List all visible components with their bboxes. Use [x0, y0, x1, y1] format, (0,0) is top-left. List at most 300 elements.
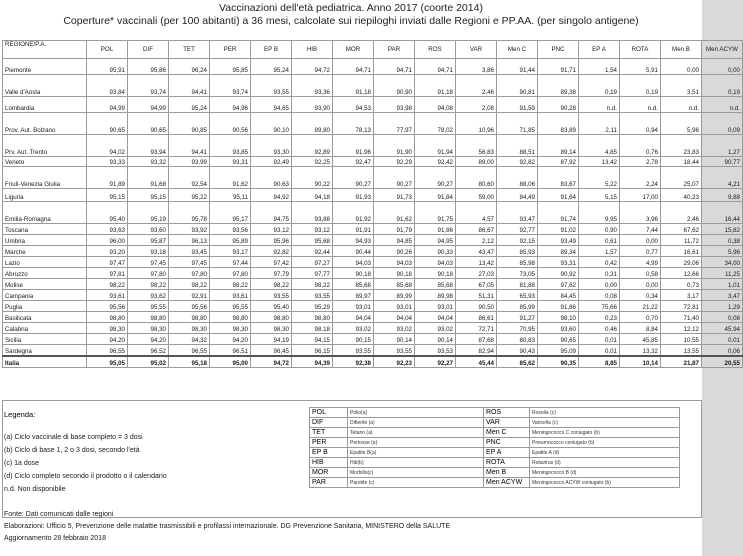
table-row: [3, 235, 743, 246]
coverage-value: 93,55: [333, 345, 374, 356]
coverage-value: 10,96: [456, 113, 497, 135]
coverage-value: 94,71: [374, 59, 415, 75]
coverage-value: 90,22: [292, 167, 333, 189]
coverage-value: 78,13: [333, 113, 374, 135]
coverage-value: 97,77: [292, 268, 333, 279]
abbreviation-row: [310, 478, 680, 488]
coverage-value: 98,22: [251, 279, 292, 290]
coverage-value: 95,15: [128, 189, 169, 202]
coverage-value: 3,17: [661, 290, 702, 301]
abbreviation-description: Pneumococco coniugato (b): [530, 438, 680, 448]
coverage-value: 97,47: [87, 257, 128, 268]
coverage-value: 77,97: [374, 113, 415, 135]
abbreviation-row: [310, 438, 680, 448]
coverage-value: 94,41: [169, 75, 210, 97]
coverage-value: 8,84: [620, 323, 661, 334]
abbreviation-description: Morbillo(c): [348, 468, 484, 478]
coverage-value: 25,07: [661, 167, 702, 189]
coverage-value: 97,27: [292, 257, 333, 268]
coverage-value: 9,88: [702, 189, 743, 202]
coverage-value: 84,45: [538, 290, 579, 301]
abbreviation-description: Epatite B(a): [348, 448, 484, 458]
column-header: DIF: [128, 41, 169, 59]
coverage-value: 73,05: [497, 268, 538, 279]
abbreviation-description: Rotavirus (d): [530, 458, 680, 468]
coverage-value: 34,00: [702, 257, 743, 268]
coverage-value: 91,44: [497, 59, 538, 75]
coverage-value: 98,30: [87, 323, 128, 334]
coverage-value: 45,44: [456, 356, 497, 368]
coverage-value: 0,00: [702, 59, 743, 75]
coverage-value: 89,99: [374, 290, 415, 301]
coverage-value: 98,22: [292, 279, 333, 290]
coverage-value: 23,83: [661, 135, 702, 157]
coverage-value: 95,85: [210, 59, 251, 75]
coverage-value: 92,91: [169, 290, 210, 301]
coverage-value: n.d.: [579, 97, 620, 113]
coverage-value: 95,00: [210, 356, 251, 368]
coverage-value: n.d.: [620, 97, 661, 113]
coverage-value: 91,96: [333, 135, 374, 157]
region-name: Sicilia: [3, 334, 87, 345]
update-note: Aggiornamento 28 febbraio 2018: [4, 535, 106, 542]
coverage-value: 91,68: [128, 167, 169, 189]
region-name: Abruzzo: [3, 268, 87, 279]
coverage-value: 98,80: [169, 312, 210, 323]
abbreviation-description: Parotite (c): [348, 478, 484, 488]
coverage-value: 13,55: [661, 345, 702, 356]
abbreviation-code: HIB: [310, 458, 348, 468]
coverage-value: 4,57: [456, 202, 497, 224]
coverage-value: 94,15: [292, 334, 333, 345]
coverage-value: 92,29: [374, 157, 415, 167]
coverage-value: 90,35: [538, 356, 579, 368]
abbreviation-row: [310, 448, 680, 458]
coverage-value: 93,49: [538, 235, 579, 246]
coverage-value: 93,55: [251, 290, 292, 301]
coverage-value: 91,86: [538, 301, 579, 312]
coverage-value: 0,06: [702, 345, 743, 356]
column-header: EP A: [579, 41, 620, 59]
coverage-value: 94,75: [251, 202, 292, 224]
coverage-value: 91,91: [333, 224, 374, 235]
region-name: Piemonte: [3, 59, 87, 75]
coverage-value: 13,42: [579, 157, 620, 167]
coverage-value: 94,72: [251, 356, 292, 368]
coverage-value: 43,47: [456, 246, 497, 257]
region-name: Basilicata: [3, 312, 87, 323]
coverage-value: 65,93: [497, 290, 538, 301]
abbreviation-code: MOR: [310, 468, 348, 478]
coverage-table: [2, 40, 743, 368]
abbreviation-description: Meningococco ACYW coniugato (b): [530, 478, 680, 488]
coverage-value: 3,86: [456, 59, 497, 75]
coverage-value: 0,08: [702, 312, 743, 323]
elaboration-note: Elaborazioni: Ufficio 5, Prevenzione delle malattie trasmissibili e profilassi internazionale. DG Prevenzione Sanitaria, MINISTERO della SALUTE: [4, 523, 451, 530]
coverage-value: 94,71: [333, 59, 374, 75]
coverage-value: 95,02: [128, 356, 169, 368]
table-row: [3, 334, 743, 345]
coverage-value: 0,70: [620, 312, 661, 323]
coverage-value: 10,55: [661, 334, 702, 345]
coverage-value: 94,20: [210, 334, 251, 345]
coverage-value: 0,01: [702, 334, 743, 345]
coverage-value: 67,62: [661, 224, 702, 235]
coverage-value: 21,22: [620, 301, 661, 312]
abbreviation-code: TET: [310, 428, 348, 438]
column-header: PNC: [538, 41, 579, 59]
coverage-value: 94,19: [251, 334, 292, 345]
coverage-value: 82,94: [456, 345, 497, 356]
coverage-value: 98,22: [169, 279, 210, 290]
coverage-value: 93,85: [210, 135, 251, 157]
coverage-value: 94,65: [251, 97, 292, 113]
column-header: Men ACYW: [702, 41, 743, 59]
region-name: Prv. Aut. Trento: [3, 135, 87, 157]
coverage-value: 92,44: [292, 246, 333, 257]
coverage-value: 90,92: [538, 268, 579, 279]
coverage-value: 91,90: [374, 135, 415, 157]
coverage-value: 75,66: [579, 301, 620, 312]
coverage-value: 2,08: [456, 97, 497, 113]
coverage-value: 94,53: [333, 97, 374, 113]
coverage-value: 90,14: [374, 334, 415, 345]
coverage-value: 96,13: [169, 235, 210, 246]
coverage-value: 90,14: [415, 334, 456, 345]
coverage-value: 91,18: [415, 75, 456, 97]
column-header: ROTA: [620, 41, 661, 59]
coverage-value: 27,03: [456, 268, 497, 279]
coverage-value: 20,55: [702, 356, 743, 368]
table-row: [3, 189, 743, 202]
coverage-value: 71,85: [497, 113, 538, 135]
coverage-value: 90,65: [128, 113, 169, 135]
region-name: Calabria: [3, 323, 87, 334]
region-name: Italia: [3, 356, 87, 368]
coverage-value: 0,08: [579, 290, 620, 301]
coverage-value: 97,80: [128, 268, 169, 279]
table-row: [3, 59, 743, 75]
abbreviation-description: Difterite (a): [348, 418, 484, 428]
column-header: TET: [169, 41, 210, 59]
abbreviation-row: [310, 458, 680, 468]
coverage-value: n.d.: [661, 97, 702, 113]
coverage-value: 86,67: [456, 224, 497, 235]
coverage-value: 3,47: [702, 290, 743, 301]
abbreviation-code: DIF: [310, 418, 348, 428]
legend-note: n.d. Non disponibile: [4, 486, 66, 493]
abbreviation-code: ROTA: [484, 458, 530, 468]
abbreviation-description: Varicella (c): [530, 418, 680, 428]
coverage-value: 93,94: [128, 135, 169, 157]
region-name: Puglia: [3, 301, 87, 312]
abbreviation-row: [310, 468, 680, 478]
coverage-value: 67,05: [456, 279, 497, 290]
coverage-value: 85,68: [333, 279, 374, 290]
column-header: VAR: [456, 41, 497, 59]
coverage-value: 17,00: [620, 189, 661, 202]
coverage-value: 97,42: [251, 257, 292, 268]
coverage-value: 94,18: [292, 189, 333, 202]
coverage-value: 56,83: [456, 135, 497, 157]
coverage-value: 98,30: [128, 323, 169, 334]
page-title: Vaccinazioni dell'età pediatrica. Anno 2017 (coorte 2014): [219, 2, 483, 14]
coverage-value: 95,89: [210, 235, 251, 246]
coverage-value: 94,20: [87, 334, 128, 345]
coverage-value: 93,55: [374, 345, 415, 356]
coverage-value: 1,57: [579, 246, 620, 257]
table-row: [3, 97, 743, 113]
coverage-value: 9,95: [579, 202, 620, 224]
coverage-value: 0,76: [620, 135, 661, 157]
coverage-value: 93,74: [128, 75, 169, 97]
coverage-value: 0,09: [702, 113, 743, 135]
coverage-value: 93,30: [251, 135, 292, 157]
coverage-value: 98,80: [87, 312, 128, 323]
coverage-value: 93,61: [210, 290, 251, 301]
coverage-value: 80,60: [456, 167, 497, 189]
coverage-value: 2,46: [661, 202, 702, 224]
coverage-value: 11,72: [661, 235, 702, 246]
coverage-value: 2,78: [620, 157, 661, 167]
abbreviation-code: POL: [310, 408, 348, 418]
legend-note: (b) Ciclo di base 1, 2 o 3 dosi, secondo l'età: [4, 447, 140, 454]
coverage-value: 85,93: [497, 246, 538, 257]
table-row: [3, 356, 743, 368]
coverage-value: 93,17: [210, 246, 251, 257]
coverage-value: 95,22: [169, 189, 210, 202]
coverage-value: 97,45: [169, 257, 210, 268]
coverage-value: 90,65: [87, 113, 128, 135]
coverage-value: 91,71: [538, 59, 579, 75]
coverage-value: 89,80: [292, 113, 333, 135]
coverage-value: 89,38: [538, 75, 579, 97]
coverage-value: 90,18: [415, 268, 456, 279]
coverage-value: 92,82: [251, 246, 292, 257]
coverage-value: 91,75: [415, 202, 456, 224]
coverage-value: 0,94: [620, 113, 661, 135]
coverage-value: 0,42: [579, 257, 620, 268]
table-row: [3, 312, 743, 323]
coverage-value: 83,67: [538, 167, 579, 189]
coverage-value: 0,90: [579, 224, 620, 235]
abbreviation-code: PER: [310, 438, 348, 448]
coverage-value: 97,80: [210, 268, 251, 279]
coverage-value: 3,96: [620, 202, 661, 224]
coverage-value: 40,23: [661, 189, 702, 202]
coverage-value: 0,19: [620, 75, 661, 97]
coverage-value: 13,32: [620, 345, 661, 356]
coverage-value: 0,46: [579, 323, 620, 334]
abbreviation-code: EP B: [310, 448, 348, 458]
coverage-value: 94,03: [333, 257, 374, 268]
coverage-value: 90,50: [456, 301, 497, 312]
region-name: Emilia-Romagna: [3, 202, 87, 224]
coverage-value: 90,27: [333, 167, 374, 189]
coverage-value: 90,27: [415, 167, 456, 189]
coverage-value: 0,61: [579, 235, 620, 246]
coverage-value: 95,29: [292, 301, 333, 312]
coverage-value: 98,22: [128, 279, 169, 290]
region-name: Campania: [3, 290, 87, 301]
coverage-value: 87,68: [456, 334, 497, 345]
coverage-value: 1,29: [702, 301, 743, 312]
coverage-value: 85,62: [497, 356, 538, 368]
coverage-value: 97,62: [538, 279, 579, 290]
page-subtitle: Coperture* vaccinali (per 100 abitanti) a 36 mesi, calcolate sui riepiloghi inviati dalle Regioni e PP.AA. (per singolo antigene): [63, 15, 639, 27]
table-row: [3, 113, 743, 135]
coverage-value: 95,40: [87, 202, 128, 224]
coverage-value: 90,15: [333, 334, 374, 345]
coverage-value: 94,03: [415, 257, 456, 268]
coverage-value: n.d.: [702, 97, 743, 113]
coverage-value: 94,39: [292, 356, 333, 368]
coverage-value: 85,68: [415, 279, 456, 290]
table-row: [3, 157, 743, 167]
coverage-value: 93,56: [210, 224, 251, 235]
coverage-value: 5,22: [579, 167, 620, 189]
abbreviation-code: PAR: [310, 478, 348, 488]
abbreviation-description: Polio(a): [348, 408, 484, 418]
coverage-value: 93,01: [333, 301, 374, 312]
abbreviation-description: Tetano (a): [348, 428, 484, 438]
coverage-value: 92,23: [374, 356, 415, 368]
coverage-value: 91,84: [415, 189, 456, 202]
coverage-value: 90,63: [251, 167, 292, 189]
coverage-value: 0,00: [620, 235, 661, 246]
coverage-value: 91,02: [538, 224, 579, 235]
coverage-value: 93,02: [374, 323, 415, 334]
coverage-value: 98,10: [538, 312, 579, 323]
table-row: [3, 268, 743, 279]
coverage-value: 89,34: [538, 246, 579, 257]
abbreviation-code: ROS: [484, 408, 530, 418]
abbreviation-row: [310, 418, 680, 428]
coverage-value: 88,06: [497, 167, 538, 189]
coverage-value: 93,36: [292, 75, 333, 97]
coverage-value: 96,55: [169, 345, 210, 356]
abbreviation-code: Men C: [484, 428, 530, 438]
region-name: Lazio: [3, 257, 87, 268]
table-row: [3, 224, 743, 235]
coverage-value: 90,26: [374, 246, 415, 257]
coverage-value: 11,25: [702, 268, 743, 279]
coverage-value: 93,61: [87, 290, 128, 301]
coverage-value: 95,55: [128, 301, 169, 312]
coverage-value: 4,21: [702, 167, 743, 189]
coverage-value: 95,91: [87, 59, 128, 75]
coverage-value: 97,79: [251, 268, 292, 279]
coverage-value: 93,33: [87, 157, 128, 167]
coverage-value: 91,79: [374, 224, 415, 235]
coverage-value: 94,04: [333, 312, 374, 323]
coverage-value: 93,74: [210, 75, 251, 97]
coverage-value: 90,27: [374, 167, 415, 189]
coverage-value: 95,87: [128, 235, 169, 246]
coverage-value: 5,15: [579, 189, 620, 202]
coverage-value: 93,47: [497, 202, 538, 224]
legend-title: Legenda:: [4, 410, 36, 419]
coverage-value: 93,12: [251, 224, 292, 235]
coverage-value: 90,18: [374, 268, 415, 279]
coverage-value: 98,80: [292, 312, 333, 323]
coverage-value: 93,62: [128, 290, 169, 301]
coverage-value: 0,38: [702, 235, 743, 246]
column-header: Men C: [497, 41, 538, 59]
coverage-value: 2,24: [620, 167, 661, 189]
coverage-value: 94,08: [415, 97, 456, 113]
coverage-value: 92,82: [497, 157, 538, 167]
table-row: [3, 290, 743, 301]
table-row: [3, 257, 743, 268]
coverage-value: 96,45: [251, 345, 292, 356]
coverage-value: 95,56: [169, 301, 210, 312]
region-column-header: REGIONE/P.A.: [3, 41, 87, 59]
coverage-value: 90,65: [538, 334, 579, 345]
coverage-value: 15,82: [702, 224, 743, 235]
coverage-value: 0,01: [579, 345, 620, 356]
legend-note: (d) Ciclo completo secondo il prodotto o il calendario: [4, 473, 167, 480]
coverage-value: 95,19: [128, 202, 169, 224]
coverage-value: 97,44: [210, 257, 251, 268]
coverage-value: 0,77: [620, 246, 661, 257]
abbreviation-description: Hib(b): [348, 458, 484, 468]
coverage-value: 95,24: [169, 97, 210, 113]
coverage-value: 93,01: [415, 301, 456, 312]
coverage-value: 5,91: [620, 59, 661, 75]
coverage-value: 93,84: [87, 75, 128, 97]
table-row: [3, 167, 743, 189]
coverage-value: 95,05: [87, 356, 128, 368]
abbreviation-row: [310, 428, 680, 438]
coverage-value: 0,00: [579, 279, 620, 290]
coverage-value: 16,44: [702, 202, 743, 224]
coverage-value: 93,63: [87, 224, 128, 235]
coverage-value: 93,31: [210, 157, 251, 167]
column-header: HIB: [292, 41, 333, 59]
coverage-value: 90,81: [497, 75, 538, 97]
coverage-value: 95,24: [251, 59, 292, 75]
coverage-value: 93,53: [415, 345, 456, 356]
coverage-value: 96,24: [169, 59, 210, 75]
coverage-value: 0,73: [661, 279, 702, 290]
coverage-value: 93,55: [292, 290, 333, 301]
coverage-value: 95,68: [292, 235, 333, 246]
coverage-value: 96,51: [210, 345, 251, 356]
region-name: Friuli-Venezia Giulia: [3, 167, 87, 189]
coverage-value: 93,32: [128, 157, 169, 167]
coverage-value: 90,90: [374, 75, 415, 97]
source-note: Fonte: Dati comunicati dalle regioni: [4, 511, 114, 518]
coverage-value: 91,86: [415, 224, 456, 235]
coverage-value: 94,32: [169, 334, 210, 345]
coverage-value: 96,55: [87, 345, 128, 356]
coverage-value: 89,14: [538, 135, 579, 157]
coverage-value: 0,34: [620, 290, 661, 301]
coverage-value: 3,51: [661, 75, 702, 97]
coverage-value: 94,04: [415, 312, 456, 323]
coverage-value: 91,62: [210, 167, 251, 189]
coverage-value: 93,18: [128, 246, 169, 257]
coverage-value: 0,00: [620, 279, 661, 290]
coverage-value: 92,42: [415, 157, 456, 167]
column-header: PER: [210, 41, 251, 59]
coverage-value: 84,49: [497, 189, 538, 202]
coverage-value: 18,44: [661, 157, 702, 167]
coverage-value: 93,45: [169, 246, 210, 257]
region-name: Marche: [3, 246, 87, 257]
coverage-value: 90,33: [415, 246, 456, 257]
